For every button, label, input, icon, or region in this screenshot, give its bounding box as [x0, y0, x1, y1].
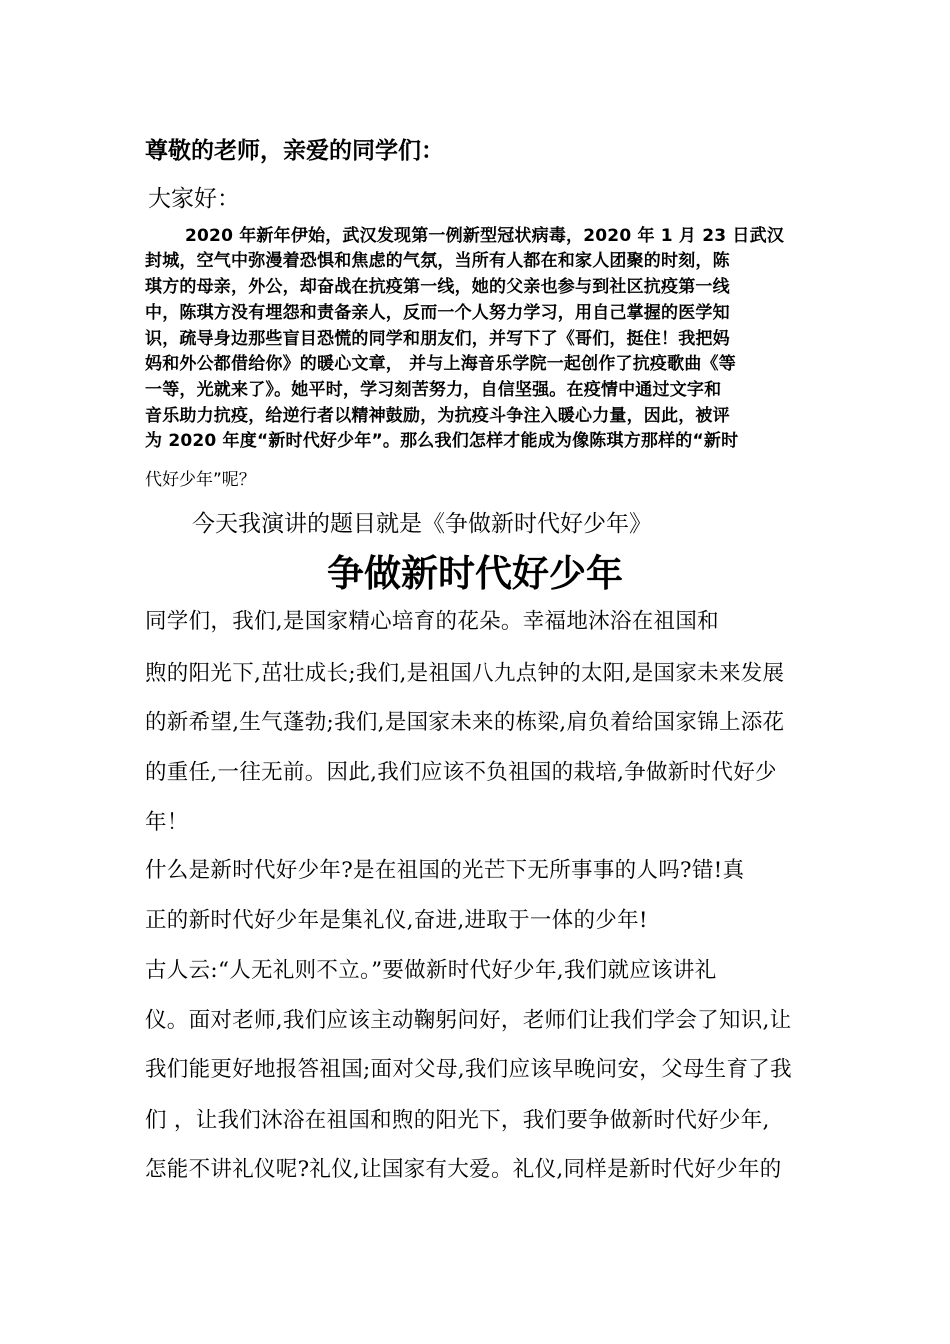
speech-title: 争做新时代好少年	[327, 552, 623, 595]
body-line: 们 ，让我们沐浴在祖国和煦的阳光下，我们要争做新时代好少年,	[145, 1108, 770, 1133]
intro-line: 为 2020 年度“新时代好少年”。那么我们怎样才能成为像陈琪方那样的“新时	[145, 431, 739, 451]
intro-line: 中，陈琪方没有埋怨和责备亲人，反而一个人努力学习，用自己掌握的医学知	[145, 303, 730, 323]
body-line: 仪。面对老师,我们应该主动鞠躬问好，老师们让我们学会了知识,让	[145, 1008, 792, 1033]
body-line: 煦的阳光下,茁壮成长;我们,是祖国八九点钟的太阳,是国家未来发展	[145, 661, 785, 686]
body-line: 年！	[145, 810, 189, 835]
body-line: 正的新时代好少年是集礼仪,奋进,进取于一体的少年!	[145, 908, 648, 933]
intro-line: 代好少年”呢？	[145, 470, 256, 490]
body-line: 同学们，我们,是国家精心培育的花朵。幸福地沐浴在祖国和	[145, 609, 719, 634]
intro-line: 音乐助力抗疫，给逆行者以精神鼓励，为抗疫斗争注入暖心力量，因此，被评	[145, 406, 730, 426]
speech-topic: 今天我演讲的题目就是《争做新时代好少年》	[192, 511, 652, 537]
intro-line: 一等，光就来了》。她平时，学习刻苦努力，自信坚强。在疫情中通过文字和	[145, 380, 722, 400]
intro-line: 识，疏导身边那些盲目恐慌的同学和朋友们，并写下了《哥们，挺住！我把妈	[145, 329, 730, 349]
hello-line: 大家好：	[148, 186, 240, 212]
body-line: 怎能不讲礼仪呢?礼仪,让国家有大爱。礼仪,同样是新时代好少年的	[145, 1157, 782, 1182]
intro-line: 妈和外公都借给你》的暖心文章， 并与上海音乐学院一起创作了抗疫歌曲《等	[145, 354, 736, 374]
salutation: 尊敬的老师，亲爱的同学们：	[145, 138, 444, 164]
body-line: 的重任,一往无前。因此,我们应该不负祖国的栽培,争做新时代好少	[145, 760, 777, 785]
body-line: 什么是新时代好少年?是在祖国的光芒下无所事事的人吗?错!真	[145, 858, 745, 883]
intro-line: 2020 年新年伊始，武汉发现第一例新型冠状病毒，2020 年 1 月 23 日武汉	[185, 226, 785, 246]
intro-line: 琪方的母亲，外公，却奋战在抗疫第一线，她的父亲也参与到社区抗疫第一线	[145, 277, 730, 297]
body-line: 我们能更好地报答祖国;面对父母,我们应该早晚问安，父母生育了我	[145, 1057, 792, 1082]
body-line: 古人云:“人无礼则不立。”要做新时代好少年,我们就应该讲礼	[145, 958, 717, 983]
body-line: 的新希望,生气蓬勃;我们,是国家未来的栋梁,肩负着给国家锦上添花	[145, 710, 785, 735]
intro-line: 封城，空气中弥漫着恐惧和焦虑的气氛，当所有人都在和家人团聚的时刻，陈	[145, 251, 730, 271]
